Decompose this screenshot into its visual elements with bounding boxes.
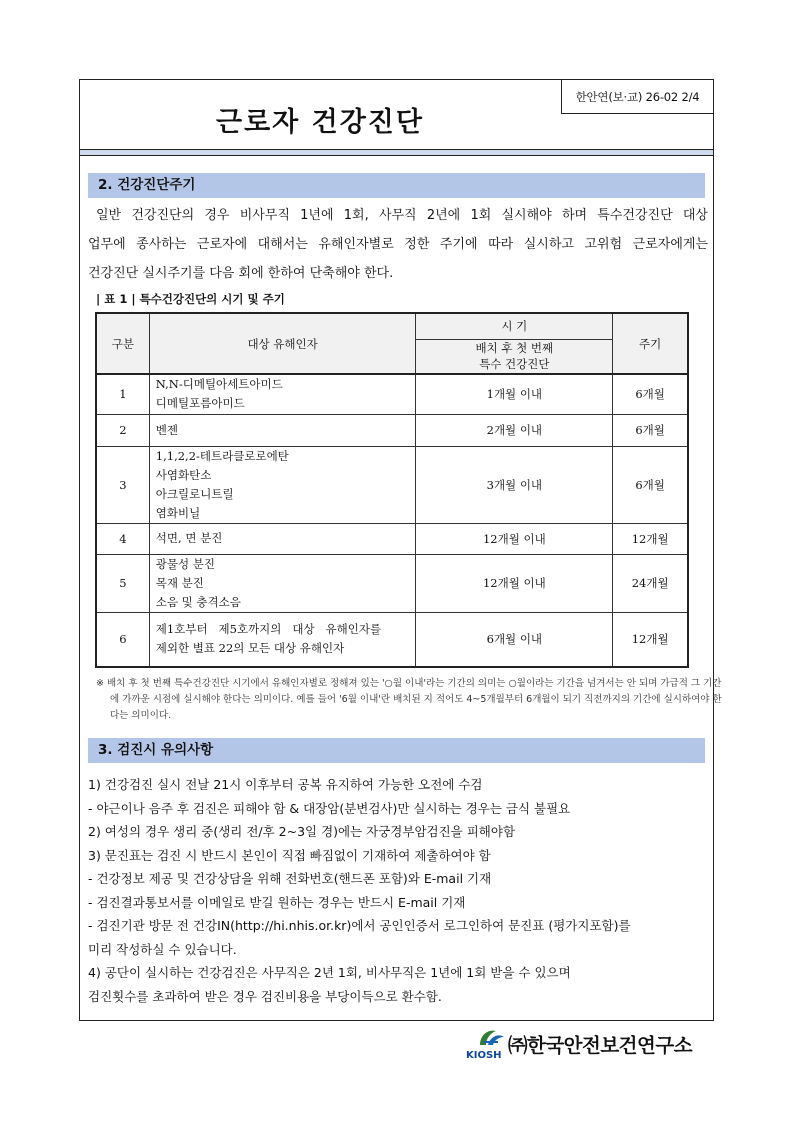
list-item: 미리 작성하실 수 있습니다.	[88, 941, 237, 957]
row-number: 3	[96, 446, 149, 523]
row-number: 5	[96, 554, 149, 612]
row-timing: 12개월 이내	[416, 523, 613, 554]
row-number: 6	[96, 612, 149, 667]
row-number: 1	[96, 374, 149, 414]
table-row	[96, 374, 688, 414]
row-cycle: 24개월	[613, 554, 688, 612]
document-frame	[79, 79, 722, 1021]
row-timing: 12개월 이내	[416, 554, 613, 612]
table-footnote: ※ 배치 후 첫 번째 특수건강진단 시기에서 유해인자별로 정해져 있는 '○월 이내'라는 기간의 의미는 ○월이라는 기간을 넘겨서는 안 되며 가급적 그 기간에 가까운 시점에 실시해야 한다는 의미이다. 예를 들어 '6월 이내'란 배치된 지 적어도 4~5개월부터 6개월이 되기 직전까지의 기간에 실시하여야 한다는 의미이다.	[96, 678, 722, 721]
table-row	[96, 414, 688, 446]
paragraph-line: 건강진단 실시주기를 다음 회에 한하여 단축해야 한다.	[88, 266, 394, 281]
row-factors: 1,1,2,2-테트라클로로에탄 사염화탄소 아크릴로니트릴 염화비닐	[149, 446, 416, 523]
table-row	[96, 554, 688, 612]
row-timing: 6개월 이내	[416, 612, 613, 667]
list-item: - 검진기관 방문 전 건강IN(http://hi.nhis.or.kr)에서 공인인증서 로그인하여 문진표 (평가지포함)를	[88, 918, 631, 933]
header-factor: 대상 유해인자	[149, 313, 416, 374]
header-timing: 시 기	[416, 313, 613, 339]
row-number: 4	[96, 523, 149, 554]
row-cycle: 12개월	[613, 612, 688, 667]
paragraph-line: 일반 건강진단의 경우 비사무직 1년에 1회, 사무직 2년에 1회 실시해야 하며 특수건강진단 대상	[96, 208, 708, 223]
row-timing: 1개월 이내	[416, 374, 613, 414]
header-cycle: 주기	[613, 313, 688, 374]
list-item: - 야근이나 음주 후 검진은 피해야 함 & 대장암(분변검사)만 실시하는 경우는 금식 불필요	[88, 800, 571, 816]
paragraph-line: 업무에 종사하는 근로자에 대해서는 유해인자별로 정한 주기에 따라 실시하고 고위험 근로자에게는	[88, 237, 708, 252]
table-row	[96, 446, 688, 523]
exam-schedule-table	[95, 312, 689, 668]
section-2-heading: 2. 건강진단주기	[88, 173, 705, 198]
row-cycle: 6개월	[613, 374, 688, 414]
list-item: 1) 건강검진 실시 전날 21시 이후부터 공복 유지하여 가능한 오전에 수검	[88, 777, 483, 792]
list-item: 검진횟수를 초과하여 받은 경우 검진비용을 부당이득으로 환수함.	[88, 988, 442, 1004]
list-item: 2) 여성의 경우 생리 중(생리 전/후 2~3일 경)에는 자궁경부암검진을 피해야함	[88, 824, 516, 839]
organization-name: ㈜한국안전보건연구소	[508, 1034, 693, 1057]
row-factors: 석면, 면 분진	[149, 523, 416, 554]
row-factors: 벤젠	[149, 414, 416, 446]
row-timing: 2개월 이내	[416, 414, 613, 446]
section-2-paragraph	[88, 201, 708, 288]
list-item: - 검진결과통보서를 이메일로 받길 원하는 경우는 반드시 E-mail 기재	[88, 894, 466, 910]
table-row	[96, 523, 688, 554]
list-item: 4) 공단이 실시하는 건강검진은 사무직은 2년 1회, 비사무직은 1년에 1회 받을 수 있으며	[88, 965, 571, 980]
row-factors: N,N-디메틸아세트아미드 디메틸포름아미드	[149, 374, 416, 414]
precautions-list	[88, 773, 708, 1008]
page-title: 근로자 건강진단	[216, 107, 424, 138]
list-item: 3) 문진표는 검진 시 반드시 본인이 직접 빠짐없이 기재하여 제출하여야 함	[88, 847, 491, 863]
row-timing: 3개월 이내	[416, 446, 613, 523]
table-row	[96, 612, 688, 667]
table-caption: | 표 1 | 특수건강진단의 시기 및 주기	[96, 292, 285, 306]
list-item: - 건강정보 제공 및 건강상담을 위해 전화번호(핸드폰 포함)와 E-mail 기재	[88, 871, 492, 886]
document-code: 한안연(보·교) 26-02 2/4	[561, 80, 713, 114]
row-cycle: 6개월	[613, 446, 688, 523]
section-3-heading: 3. 검진시 유의사항	[88, 738, 705, 763]
header-category: 구분	[96, 313, 149, 374]
row-cycle: 6개월	[613, 414, 688, 446]
title-divider	[80, 149, 713, 156]
footer	[466, 1025, 716, 1061]
header-timing-sub: 배치 후 첫 번째 특수 건강진단	[416, 339, 613, 374]
row-cycle: 12개월	[613, 523, 688, 554]
row-factors: 제1호부터 제5호까지의 대상 유해인자를 제외한 별표 22의 모든 대상 유해인자	[149, 612, 416, 667]
row-factors: 광물성 분진 목재 분진 소음 및 충격소음	[149, 554, 416, 612]
logo-text: KIOSH	[466, 1050, 502, 1061]
row-number: 2	[96, 414, 149, 446]
